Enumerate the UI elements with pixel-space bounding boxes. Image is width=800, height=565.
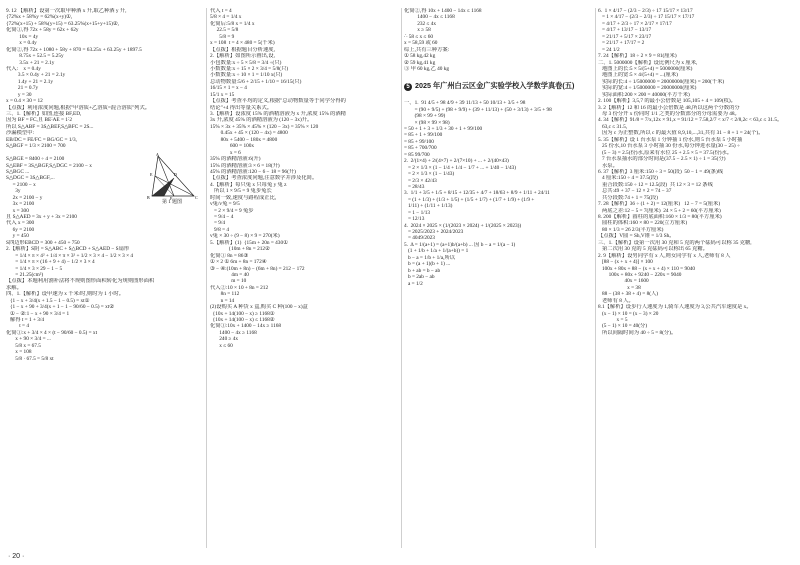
answer-line: 7. 24【解析】18 ÷ 2 × 9 = 81(厘米) xyxy=(598,53,677,60)
answer-line: 共分段数:74 + 1 = 75(段) xyxy=(598,194,658,201)
answer-line: 地图上的长:5 × 5/(5+4) = 5000000(厘米) xyxy=(598,65,693,72)
answer-line: 所以间隔时间为 40 ÷ 5 = 8(分)。 xyxy=(598,329,677,336)
answer-line: = 4/17 + 13/17 − 13/17 xyxy=(598,27,652,34)
answer-line: 结论"+4 得出等量关系式。 xyxy=(210,104,273,111)
answer-line: 25 份水,10 台水泵 3 小时抽 30 份水,每分钟进水量(30 − 25) ÷ xyxy=(598,143,740,150)
answer-line: 【点拨】根据题目分析速度, xyxy=(210,46,275,53)
answer-line: 45% 的酒精溶液:120 − 6 − 18 = 96(升) xyxy=(210,168,296,175)
answer-column-3 xyxy=(404,8,594,550)
answer-line: = 4/17 + 2/3 ÷ 17 × 2/17 × 17/17 xyxy=(598,20,672,27)
answer-line: ① 58 kg,42 kg xyxy=(404,53,436,60)
answer-line: = 21.25(cm²) xyxy=(6,271,44,278)
answer-line: 8.1【解析】设步行人速度为 1,骑车人速度为 3,公共汽车速度是 x。 xyxy=(598,304,752,311)
answer-line: x ≤ 60 xyxy=(210,342,233,349)
answer-line: 8. 200【解析】圆柱的底面积:160 × 1/3 = 80(平方厘米) xyxy=(598,214,722,220)
answer-line: 2. 9【解析】设男同学有 x 人,则女同学有 x 人,老师有 8 人 xyxy=(598,252,731,259)
answer-line: 老师有 8 人。 xyxy=(598,297,634,304)
answer-line: 8n = 112 xyxy=(210,291,240,298)
answer-line: = 1 × 4/17 − (2/3 − 2/3) ÷ 17 15/17 × 17/17 xyxy=(598,14,695,21)
answer-line: 三、1.【解析】设第一次用 30 克和 5 克的两个砝码可以称 35 克糖, xyxy=(598,239,752,246)
answer-line: n = 14 xyxy=(210,297,235,304)
answer-line: (1 + 1/b + 1/a + 1/(a+b)) = 1 xyxy=(404,248,469,255)
answer-line: 重合段数:150 ÷ 12 = 12.5(段) 共 12 × 3 = 12 条线 xyxy=(598,181,713,188)
answer-line: = 85 + 99/100 xyxy=(404,138,434,145)
answer-line: 6. 1 × 4/17 − (2/3 − 2/3) ÷ 17 15/17 × 13/17 xyxy=(598,8,693,14)
answer-line: ① − ②:1 − x + 90 × 3/4 = 1 xyxy=(6,310,70,317)
column-divider xyxy=(401,8,402,548)
answer-line: 化简后:5/8 x = 1/4 x xyxy=(210,20,255,27)
answer-line: = 1 − 1/13 xyxy=(404,209,430,216)
answer-line: = 2 × 1/3 × (1 − 1/43) xyxy=(404,171,455,178)
answer-line: = 2025/2023 + 2024/2023 xyxy=(404,229,464,235)
answer-line: 21 = 0.7y xyxy=(6,85,39,92)
answer-line: 2x = 2100 − y xyxy=(6,194,43,201)
answer-line: 22.5 = 5/8 xyxy=(210,27,239,34)
answer-line: 实际的长:4 ÷ 1/5000000 = 20000000(厘米) = 200(千米) xyxy=(598,78,725,85)
triangle-diagram xyxy=(144,152,200,200)
answer-line: (x − 1) × 10 = (x − 3) × 20 xyxy=(598,310,659,317)
answer-line: 6y = 2100 xyxy=(6,226,35,233)
figure-caption: 第 1 题图 xyxy=(161,200,182,205)
answer-line: = 1/4 × 3 × 29 − 1 − 5 xyxy=(6,265,63,272)
answer-line: t = 4 xyxy=(6,323,29,330)
answer-column-2 xyxy=(210,8,400,550)
answer-line: 代入: x = 0.4y xyxy=(6,65,41,72)
answer-line: 化简②,得 10x + 1400 − 14x ≤ 1168 xyxy=(404,8,482,14)
answer-line: = 9/4 xyxy=(210,220,226,227)
answer-line: 化简① 8n = 86③ xyxy=(210,252,249,259)
answer-line: 两底之差:12 − 5 = 7(厘米) 24 × 5 + 2 = 60(平方厘米) xyxy=(598,207,721,214)
answer-line: 3x 升,浓度 45% 的酒精溶液为 (120 − 3x)升。 xyxy=(210,117,313,124)
answer-line: 总共:49 + 37 − 12 × 2 = 74 − 37 xyxy=(598,188,672,195)
answer-line: 240 ≥ 4x xyxy=(210,336,239,343)
answer-line: x = 0.4y xyxy=(6,40,37,47)
answer-line: 88 − (38 + 38 + 4) = 8(人) xyxy=(598,291,659,298)
answer-line: 5.【解析】(1) {15m + 20n = 430① xyxy=(210,239,288,246)
answer-line: 综上,共有三种方案: xyxy=(404,46,450,53)
answer-line: 所以 S△ABF = 3S△BEF,S△BFC = 2S... xyxy=(6,123,94,130)
answer-line: 二、1. 5000000【解析】设比例尺为 x 厘米, xyxy=(598,59,698,66)
answer-line: 35% 的酒精溶液:6(升) xyxy=(210,156,261,163)
answer-line: S△BGC ... xyxy=(6,168,30,175)
label-e: E xyxy=(150,172,153,177)
answer-line: 4 厘米:150 ÷ 4 = 37.5(段) xyxy=(598,175,658,182)
answer-line: 三、1.【解析】如图,连接 BF,ED, xyxy=(6,111,82,117)
answer-line: a = 1/2 xyxy=(404,280,423,287)
answer-line: 解得 t = 1 + 3/4 xyxy=(6,317,45,323)
answer-line: × (98 × 99 × 98) xyxy=(404,119,450,126)
answer-line: 母 3 份分开 x 份同时 1/1 之类的分数部分的分母需要为 48。 xyxy=(598,111,740,117)
answer-line: b = (a + 1)(b + 1) ... xyxy=(404,261,451,268)
answer-line: 时间一致,速度与路程成正比, xyxy=(210,194,277,201)
answer-line: 小包数量:x ÷ 5 × 5/8 = 3/4 ÷(只) xyxy=(210,59,282,66)
answer-line: 【点拨】考查浓度问题,注意数字并涉及化简。 xyxy=(210,175,318,182)
answer-line: 5/8 = 9 xyxy=(210,33,235,40)
answer-line: 因为 c 为正整数,所以 c 的最大值 8,9,10,...,31,共有 31 − 8 + 1 = 24(个)。 xyxy=(598,130,764,137)
answer-line: x = 108 t = 4 × 480 = 5(千米) xyxy=(210,40,275,47)
answer-line: 2. 2/(1×4) + 2/(4×7) + 2/(7×10) + ... + 2/(40×43) xyxy=(404,158,509,165)
answer-line: {10m + 8n = 212② xyxy=(210,246,270,253)
answer-line: 2.【解析】如图所示画出,设, xyxy=(210,53,275,60)
answer-line: 8.75x + 52.5 = 5.25y xyxy=(6,53,64,60)
section-title xyxy=(404,81,594,91)
answer-line: 100x + 80x + 88 − (x + x + 4) × 110 = 9040 xyxy=(598,265,696,272)
answer-line: 3y xyxy=(6,188,21,195)
answer-column-1 xyxy=(6,8,206,550)
answer-line: 15% 的酒精溶液:3 × 6 = 18(升) xyxy=(210,162,280,169)
answer-line: 5/8 · 67.5 = 5/8 xt xyxy=(6,355,54,362)
answer-line: 代入②:10 × 10 + 8n = 212 xyxy=(210,284,269,291)
answer-line: 【点拨】利用浓度问题,根据"甲溶质+乙溶质=混合溶质"列式。 xyxy=(6,104,151,111)
answer-line: 1/11) + (1/11 + 1/13) xyxy=(404,203,453,210)
answer-line: 1400 − 4x ≥ 1168 xyxy=(210,329,257,336)
answer-line: 7 台水泵抽水的部分时间是(37.5 − 2.5 × 1) ÷ 1 = 35(分) xyxy=(598,156,726,163)
answer-line: = 2/3 × 42/43 xyxy=(404,177,437,184)
answer-line: 600 = 100x xyxy=(210,143,255,150)
answer-line: 小数数量:x ÷ 10 × 1 = 1/10 x(只) xyxy=(210,72,283,79)
answer-line: 5. 35【解析】设 1 台水泵 1 分钟抽 1 份水,则 5 台水泵 5 小时抽 xyxy=(598,136,743,143)
answer-line: 3.5x + 21 = 2.1y xyxy=(6,59,55,66)
answer-line: 7. 28【解析】36 ÷ (1 + 2) = 12(厘米) 12 − 7 = 5(厘米) xyxy=(598,201,721,208)
label-d: D xyxy=(174,172,177,177)
answer-line: 求解。 xyxy=(6,284,22,291)
answer-line: 6. 37【解析】3 厘米:150 ÷ 3 = 50(段) 50 − 1 = 49(条)线 xyxy=(598,168,724,175)
answer-line: = 2 × 9/4 = 9 兔步 xyxy=(210,207,254,214)
answer-line: 3x = 2100 xyxy=(6,201,35,208)
answer-line: v兔 × 30 ÷ (9 − 8) × 9 = 270(米) xyxy=(210,233,280,240)
answer-line: = 21/17 + 5/17 × 23/17 xyxy=(598,33,652,40)
answer-line: v兔/v兔 = 9/5 xyxy=(210,201,240,208)
answer-line: 四、1.【解析】设甲速为 x 千米/时,则时为 1 小时。 xyxy=(6,291,125,298)
answer-line: 第二次用 30 克的 5 克砝码可以称出 65 克糖。 xyxy=(598,246,708,253)
answer-line: 1400 − 4x ≤ 1168 xyxy=(404,14,455,21)
answer-line: 所以 1 × 9/5 = 9 兔步兔长 xyxy=(210,188,272,195)
answer-line: ③ − ④:(10m + 8n) − (6m + 8n) = 212 − 172 xyxy=(210,265,305,272)
answer-line: = 1/4 × π × (16 + 9 + 4) − 1/2 × 3 × 4 xyxy=(6,259,95,266)
answer-line: = 28/43 xyxy=(404,183,425,190)
answer-line: 4. 34【解析】91/8 = 7/x,12x × 91,x = 91/12 = 7.58,2/7 < x/7 < 2/8,2c < 63,c ≤ 31.5。 xyxy=(598,117,783,124)
answer-line: 2. 100【解析】3,5,7 的最小公倍数是 105,105 + 4 = 109(枚)。 xyxy=(598,98,736,105)
answer-line: 80x + 5400 − 180x = 4800 xyxy=(210,136,278,143)
answer-line: 实际面积:200 × 200 = 40000(平方千米) xyxy=(598,91,690,98)
answer-line: (5 − 1) × 10 = 40(分) xyxy=(598,323,648,330)
answer-line: 80 × 1/3 = 26 2/3(平方厘米) xyxy=(598,226,664,233)
answer-line: 15/1 x = 15 xyxy=(210,91,235,98)
answer-line: {72%(x+15) + 58%(y+15) = 63.25%(x+15+y+15)②, xyxy=(6,20,119,27)
label-a: A xyxy=(156,152,159,157)
answer-line: b = 2ab − ab xyxy=(404,274,435,281)
answer-line: ② 59 kg,41 kg xyxy=(404,59,436,66)
answer-line: = 85 + 1 + 99/100 xyxy=(404,132,443,139)
answer-line: 【点拨】本题利用割补法将不规则图形面积转化为规则图形面积 xyxy=(6,278,155,285)
answer-line: 5. Δ = 1/(a+1) = (a+1)b/(a+b) ... 因 b − a = 1/(a − 1) xyxy=(404,241,516,248)
answer-line: x = 0.4 × 30 = 12 xyxy=(6,98,43,105)
answer-line: = 85 + 700/700 xyxy=(404,145,437,152)
answer-line: m = 10 xyxy=(210,278,247,285)
answer-line: (2)设购买 A 种货 x 盒,购买 C 种(100 − x)盒 xyxy=(210,304,308,311)
answer-line: 9/8 = 4 xyxy=(210,226,230,233)
answer-line: 16/15 × 1 = x − 4 xyxy=(210,85,247,92)
answer-line: = 2100 − x xyxy=(6,181,36,188)
answer-line: 化简②,得 72x + 1080 + 58y + 870 = 63.25x + 63.25y + 1897.5 xyxy=(6,46,142,53)
answer-line: 化简①,得 72x + 58y = 62x + 62y xyxy=(6,27,79,34)
answer-line: 63,c ≤ 31.5, xyxy=(598,123,628,130)
page-number: · 20 · xyxy=(8,553,25,560)
answer-line: ① × 2 ① 6m + 8n = 172④ xyxy=(210,259,267,266)
answer-line: b + ab = b − ab xyxy=(404,267,441,274)
label-b: B xyxy=(147,195,150,200)
answer-line: 4.【解析】每只兔 x 只每兔 y 兔 z xyxy=(210,181,287,188)
answer-line: 代入 x = 300 xyxy=(6,220,35,227)
answer-line: 地图上的宽:5 × 4/(5+4) = ...(厘米) xyxy=(598,72,678,79)
answer-line: (5 − 3) = 2.5(份)水,原来有水位 25 + 2.5 × 5 = 37.5(份)水。 xyxy=(598,149,733,156)
answer-line: = 9/4 − 4 xyxy=(210,214,234,220)
column-divider xyxy=(206,8,207,548)
answer-line: [88 − (x + x + 4)] × 100 xyxy=(598,259,653,266)
answer-line: ∴ 58 ≤ x ≤ 60 xyxy=(404,33,434,40)
answer-line: 100x + 80x + 9240 − 220x = 9040 xyxy=(598,271,682,278)
answer-line: = 4049/2023 xyxy=(404,235,435,242)
answer-line: 3. 2【解析】12 和 16 的最小公倍数是 48,所以这两个分数的分 xyxy=(598,104,740,111)
answer-line: 232 ≤ 4x xyxy=(404,20,437,27)
answer-line: = 24 1/2 xyxy=(598,46,620,53)
answer-line: = 12/13 xyxy=(404,216,425,223)
section-title-text: 2025 年广州白云区金广实验学校入学数学真卷(五) xyxy=(415,80,575,90)
answer-line: S△BGF = 1/3 × 2100 = 700 xyxy=(6,143,66,150)
label-f: F xyxy=(170,196,173,200)
answer-line: ③ 甲 60 kg,乙 40 kg xyxy=(404,65,450,72)
answer-line: x ≥ 58 xyxy=(404,27,431,34)
answer-line: = 85 99/700 xyxy=(404,151,430,158)
answer-line: 因为 BF = FC,且 BE∶AE = 1∶2 xyxy=(6,117,72,124)
answer-line: S△DGC = 3S△BGF,... xyxy=(6,175,55,182)
answer-line: 3.【解析】设浓度 15% 的酒精溶液为 x 升,浓度 15% 的酒精 xyxy=(210,111,346,117)
answer-line: 15% × 3x + 35% × 45% × (120 − 3x) = 35% × 120 xyxy=(210,123,319,130)
answer-line: {10x + 14(100 − x) ≤ 1168② xyxy=(210,317,275,323)
answer-line: = 1/4 × π × 4² + 1/4 × π × 3² + 1/2 × 3 × 4 − 1/2 × 3 × 4 xyxy=(6,252,134,259)
answer-line: = (90 + 9/5) + (98 + 9/9) + (39 + 11/13) + (50 + 3/13) + 3/5 + 98 xyxy=(404,106,552,113)
answer-line xyxy=(404,72,594,78)
answer-line: 2.【解析】S阴 = S△ABC + S△BCD + S△AED − S扇形 xyxy=(6,246,130,253)
answer-line: 【点拨】V圆 = Sh,V锥 = 1/3 Sh。 xyxy=(598,233,675,240)
answer-line: {1 − x + 90 + 3/4(x + 1 − 1 − 90/60 − 0.5) = xt② xyxy=(6,304,114,311)
answer-line: 实际的宽:4 ÷ 1/5000000 = 20000000(厘米) xyxy=(598,85,697,92)
answer-line: 总动物数量:5/6 + 2/15 + 1/10 = 16/15(只) xyxy=(210,78,302,85)
answer-line: 【点拨】考查平均的定义,根据"总动物数量等于同学分得的 xyxy=(210,98,346,105)
answer-line: x = 6 xyxy=(210,149,241,156)
answer-line: 0.45x + 45 × (120 − 4x) = 4800 xyxy=(210,130,288,137)
answer-line: 且 S△AED = 3x + y + 3x = 2100 xyxy=(6,214,77,220)
answer-line: = 50 + 1 + 3 + 1/3 + 30 + 1 + 99/100 xyxy=(404,126,483,132)
answer-line: 40x = 1600 xyxy=(598,278,649,285)
answer-line: S△EBF = 3S△BGF,S△DGC = 2100 − x xyxy=(6,162,92,169)
section-number-badge: 5 xyxy=(404,83,412,91)
geometry-figure xyxy=(144,152,200,204)
answer-line: 圆柱的体积:160 × 80 = 220(立方厘米) xyxy=(598,220,688,227)
answer-line: x = 58,59 或 60 xyxy=(404,40,438,47)
answer-line: = 21/17 + 17/17 = 2 xyxy=(598,40,645,47)
answer-line: {1 − x + 3/4(x + 1.5 − 1 − 0.5) = xt① xyxy=(6,297,90,304)
answer-line: y = 450 xyxy=(6,233,29,240)
answer-line: b − a = 1/b + 1/a,所以 xyxy=(404,254,456,261)
column-divider xyxy=(595,8,596,548)
answer-line: 3. 1/1 + 3/5 + 1/5 + 8/15 + 12/35 + 4/7 + 18/63 + 8/9 + 1/11 + 24/11 xyxy=(404,190,550,197)
label-c: C xyxy=(195,195,198,200)
answer-line: (98 × 99 + 99) xyxy=(404,113,446,120)
answer-line: {72%x + 58%y = 62%(x+y)①, xyxy=(6,14,73,21)
answer-line: 一、1. 91 4/5 + 98 4/9 + 39 11/13 + 50 10/13 + 3/5 + 98 xyxy=(404,100,526,107)
answer-line: 5/8 × 4 = 1/4 x xyxy=(210,14,242,21)
answer-line: = 2 × 1/3 × (1 − 1/4 + 1/4 − 1/7 + ... + 1/40 − 1/43) xyxy=(404,164,517,171)
answer-line: 化简①:10x + 1400 − 14x ≥ 1168 xyxy=(210,323,282,330)
answer-line: S四边形EBCD = 300 + 450 + 750 xyxy=(6,239,80,246)
answer-line: y = 30 xyxy=(6,91,32,98)
answer-column-4 xyxy=(598,8,794,550)
answer-line: 1.4y + 21 = 2.1y xyxy=(6,78,54,85)
answer-line: 9. 12 【解析】设第一次取甲种酒 x 升,取乙种酒 y 升, xyxy=(6,8,127,14)
answer-line: 代入 t = 4 xyxy=(210,8,232,14)
answer-line: 5/8 x = 67.5 xyxy=(6,342,41,349)
answer-line: {10x + 14(100 − x) ≥ 1168① xyxy=(210,310,275,317)
answer-line: x = 300 xyxy=(6,207,29,214)
answer-line: 沙漏模型中: xyxy=(6,130,34,137)
answer-line: x + 90 × 3/4 = ... xyxy=(6,336,51,343)
answer-line: 4m = 40 xyxy=(210,271,249,278)
answer-line: x = 5 xyxy=(598,317,628,323)
answer-line: 化简①:x + 3/4 × 4 × (t − 90/60 − 0.5) = xt xyxy=(6,329,98,336)
answer-line: EB/DC = FE/FC = BG/GC = 1/3, xyxy=(6,136,77,143)
answer-line: 小数数量:x ÷ 15 × 2 × 3/4 = 5/8(只) xyxy=(210,65,289,72)
answer-line: 10x = 4y xyxy=(6,33,39,40)
answer-line: x = 38 xyxy=(598,284,641,291)
answer-line: 水泵。 xyxy=(598,162,618,169)
answer-line: x = 108 xyxy=(6,349,32,356)
answer-line: 3.5 × 0.4y + 21 = 2.1y xyxy=(6,72,66,79)
answer-line: 4. 2024 × 2025 × (1/(2023 × 2024) + 1/(2025 × 2023)) xyxy=(404,222,522,229)
answer-line: = (1 + 1/3) + (1/3 + 1/5) + (1/5 + 1/7) + (1/7 + 1/9) + (1/9 + xyxy=(404,196,535,203)
answer-line: S△BGE = 8400 ÷ 4 = 2100 xyxy=(6,156,65,163)
